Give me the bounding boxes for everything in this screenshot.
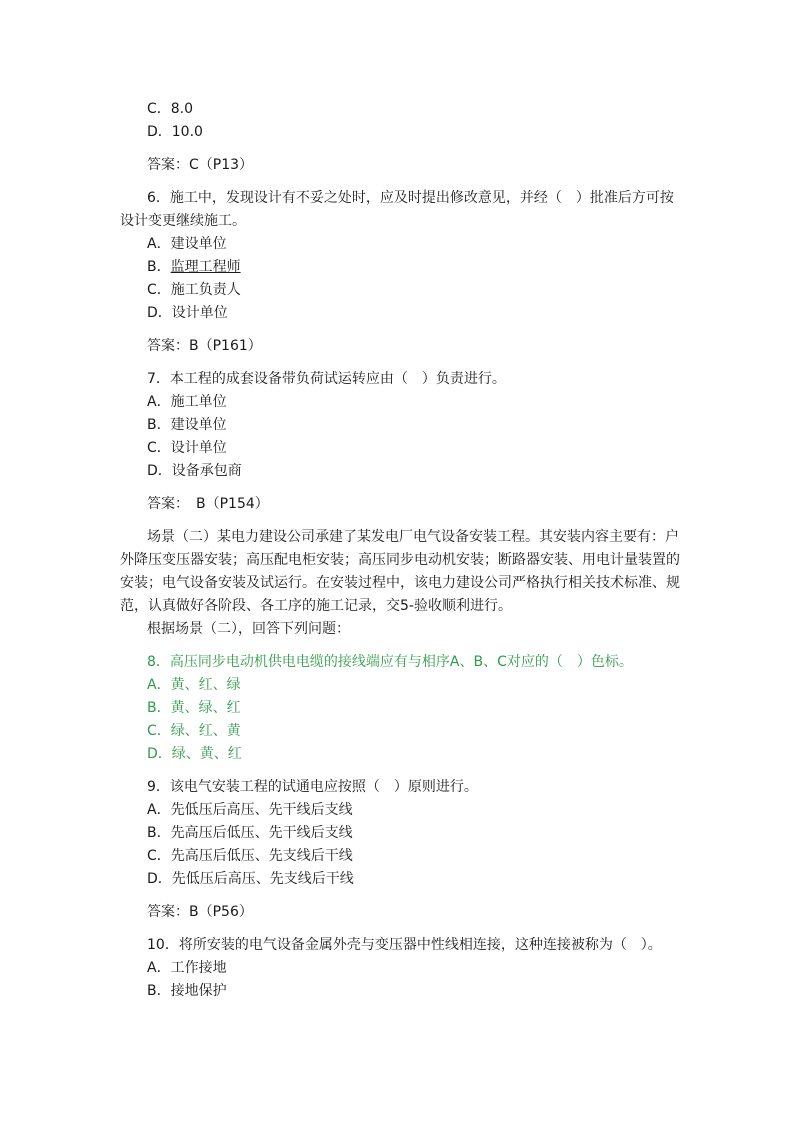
q10-option-b: B．接地保护 [147, 983, 227, 999]
q7-option-c: C．设计单位 [147, 440, 227, 456]
q8-option-c: C．绿、红、黄 [147, 723, 241, 739]
q9-stem: 9．该电气安装工程的试通电应按照（ ）原则进行。 [147, 779, 478, 795]
q10-stem: 10．将所安装的电气设备金属外壳与变压器中性线相连接，这种连接被称为（ ）。 [147, 937, 662, 953]
q8-option-d: D．绿、黄、红 [147, 746, 242, 762]
q9-option-c: C．先高压后低压、先支线后干线 [147, 848, 353, 864]
q6-option-b-text: 监理工程师 [170, 259, 241, 275]
scenario-line-4: 范，认真做好各阶段、各工序的施工记录，交5-验收顺利进行。 [120, 598, 512, 614]
q8-option-a: A．黄、红、绿 [147, 677, 241, 693]
q8-option-b: B．黄、绿、红 [147, 700, 241, 716]
q6-option-b [147, 256, 687, 279]
q9-answer: 答案：B（P56） [147, 904, 253, 920]
q9-option-d: D．先低压后高压、先支线后干线 [147, 871, 354, 887]
q5-option-d: D．10.0 [147, 124, 203, 140]
q5-option-c: C．8.0 [147, 101, 194, 117]
q7-option-a: A．施工单位 [147, 394, 227, 410]
q7-option-d: D．设备承包商 [147, 463, 242, 479]
scenario-line-2: 外降压变压器安装；高压配电柜安装；高压同步电动机安装；断路器安装、用电计量装置的 [120, 552, 680, 568]
q7-answer: 答案： B（P154） [147, 496, 269, 512]
q7-stem: 7．本工程的成套设备带负荷试运转应由（ ）负责进行。 [147, 371, 506, 387]
q6-option-a: A．建设单位 [147, 236, 227, 252]
document-page [120, 98, 687, 1003]
scenario-line-3: 安装；电气设备安装及试运行。在安装过程中，该电力建设公司严格执行相关技术标准、规 [120, 575, 680, 591]
q8-stem: 8．高压同步电动机供电电缆的接线端应有与相序A、B、C对应的（ ）色标。 [147, 654, 633, 670]
q6-option-c: C．施工负责人 [147, 282, 241, 298]
q10-option-a: A．工作接地 [147, 960, 227, 976]
q6-option-d: D．设计单位 [147, 305, 228, 321]
q6-stem-line1: 6．施工中，发现设计有不妥之处时，应及时提出修改意见，并经（ ）批准后方可按 [147, 190, 674, 206]
q9-option-a: A．先低压后高压、先干线后支线 [147, 802, 353, 818]
scenario-line-1: 场景（二）某电力建设公司承建了某发电厂电气设备安装工程。其安装内容主要有：户 [147, 529, 679, 545]
q9-option-b: B．先高压后低压、先干线后支线 [147, 825, 353, 841]
scenario-prompt: 根据场景（二），回答下列问题： [147, 621, 350, 637]
q6-option-b-label: B． [147, 259, 171, 275]
q5-answer: 答案：C（P13） [147, 157, 254, 173]
q6-answer: 答案：B（P161） [147, 338, 262, 354]
q6-stem-line2: 设计变更继续施工。 [120, 213, 246, 229]
q7-option-b: B．建设单位 [147, 417, 227, 433]
